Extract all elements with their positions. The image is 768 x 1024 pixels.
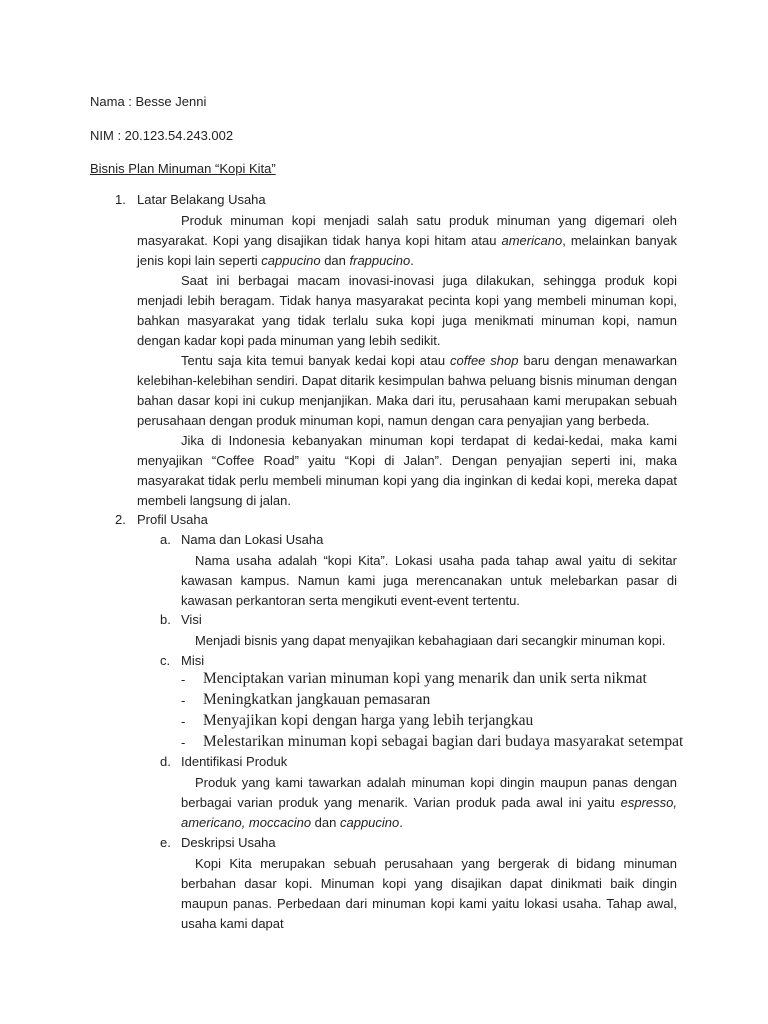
subsection-e-title: Deskripsi Usaha	[181, 835, 276, 850]
section1-paragraph-1: Produk minuman kopi menjadi salah satu produk minuman yang digemari oleh masyarakat. Kopi yang disajikan tidak hanya kopi hitam atau americano, melainkan banyak jenis kopi lain seperti cappucino dan frappucino.	[137, 213, 678, 268]
subsection-b-letter: b.	[160, 612, 171, 627]
misi-dash: -	[181, 672, 186, 687]
subsection-b-text: Menjadi bisnis yang dapat menyajikan kebahagiaan dari secangkir minuman kopi.	[195, 633, 666, 648]
subsection-a-letter: a.	[160, 532, 171, 547]
subsection-e-letter: e.	[160, 835, 171, 850]
section1-paragraph-2: Saat ini berbagai macam inovasi-inovasi juga dilakukan, sehingga produk kopi menjadi lebih beragam. Tidak hanya masyarakat pecinta kopi yang membeli minuman kopi, bahkan masyarakat yang tidak terlalu suka kopi juga menikmati minuman kopi, namun dengan kadar kopi pada minuman yang lebih sedikit.	[137, 273, 677, 348]
misi-item: Meningkatkan jangkauan pemasaran	[203, 691, 431, 708]
section1-number: 1.	[115, 192, 126, 207]
subsection-c-letter: c.	[160, 653, 171, 668]
subsection-d-title: Identifikasi Produk	[181, 754, 288, 769]
student-name: Nama : Besse Jenni	[90, 94, 207, 109]
subsection-e-text: Kopi Kita merupakan sebuah perusahaan yang bergerak di bidang minuman berbahan dasar kopi. Minuman kopi yang disajikan dapat dinikmati baik dingin maupun panas. Perbedaan dari minuman kopi kami yaitu lokasi usaha. Tahap awal, usaha kami dapat	[181, 856, 677, 931]
subsection-c-title: Misi	[181, 653, 205, 668]
misi-dash: -	[181, 693, 186, 708]
section1-paragraph-3: Tentu saja kita temui banyak kedai kopi atau coffee shop baru dengan menawarkan kelebihan-kelebihan sendiri. Dapat ditarik kesimpulan bahwa peluang bisnis minuman dengan bahan dasar kopi ini cukup menjanjikan. Maka dari itu, perusahaan kami merupakan sebuah perusahaan dengan produk minuman kopi, namun dengan cara penyajian yang berbeda.	[137, 353, 677, 428]
student-nim: NIM : 20.123.54.243.002	[90, 128, 234, 143]
section2-title: Profil Usaha	[137, 512, 208, 527]
misi-item: Menciptakan varian minuman kopi yang menarik dan unik serta nikmat	[203, 670, 647, 687]
document-title: Bisnis Plan Minuman “Kopi Kita”	[90, 161, 276, 176]
misi-item: Melestarikan minuman kopi sebagai bagian dari budaya masyarakat setempat	[203, 733, 684, 750]
misi-dash: -	[181, 714, 186, 729]
section1-title: Latar Belakang Usaha	[137, 192, 266, 207]
misi-item: Menyajikan kopi dengan harga yang lebih terjangkau	[203, 712, 534, 729]
subsection-a-title: Nama dan Lokasi Usaha	[181, 532, 324, 547]
section2-number: 2.	[115, 512, 126, 527]
misi-dash: -	[181, 735, 186, 750]
section1-body	[137, 211, 677, 511]
subsection-d-letter: d.	[160, 754, 171, 769]
subsection-a-text: Nama usaha adalah “kopi Kita”. Lokasi usaha pada tahap awal yaitu di sekitar kawasan kampus. Namun kami juga merencanakan untuk melebarkan pasar di kawasan perkantoran serta mengikuti event-event tertentu.	[181, 553, 677, 608]
section1-paragraph-4: Jika di Indonesia kebanyakan minuman kopi terdapat di kedai-kedai, maka kami menyajikan “Coffee Road” yaitu “Kopi di Jalan”. Dengan penyajian seperti ini, maka masyarakat tidak perlu membeli minuman kopi yang dia inginkan di kedai kopi, mereka dapat membeli langsung di jalan.	[137, 433, 677, 508]
subsection-b-title: Visi	[181, 612, 202, 627]
subsection-d-text: Produk yang kami tawarkan adalah minuman kopi dingin maupun panas dengan berbagai varian produk yang menarik. Varian produk pada awal ini yaitu espresso, americano, moccacino dan cappucino.	[181, 775, 677, 830]
